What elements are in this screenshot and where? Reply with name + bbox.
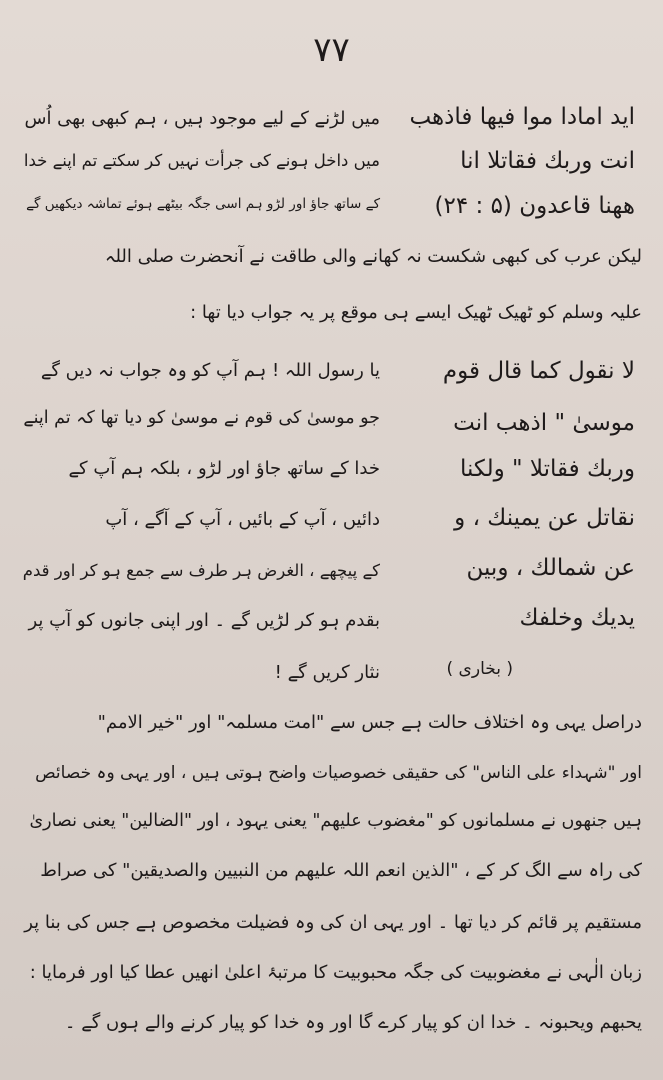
paragraph-line: کی راہ سے الگ کر کے ، "الذین انعم اللہ علیھم من النبیین والصدیقین" کی صراط bbox=[40, 860, 642, 881]
translation-line: جو موسیٰ کی قوم نے موسیٰ کو دیا تھا کہ تم اپنے bbox=[23, 408, 380, 428]
hadith-line: نقاتل عن یمینك ، و bbox=[454, 505, 635, 531]
verse-line: ھھنا قاعدون (۵ : ۲۴) bbox=[434, 193, 635, 219]
translation-line: میں لڑنے کے لیے موجود ہیں ، ہم کبھی بھی اُس bbox=[24, 108, 380, 129]
paragraph-line: علیہ وسلم کو ٹھیک ٹھیک ایسے ہی موقع پر یہ جواب دیا تھا : bbox=[190, 302, 642, 323]
hadith-line: وربك فقاتلا " ولکنا bbox=[459, 456, 635, 482]
translation-line: کے ساتھ جاؤ اور لڑو ہم اسی جگہ بیٹھے ہوئے تماشہ دیکھیں گے bbox=[26, 196, 380, 212]
translation-line: دائیں ، آپ کے بائیں ، آپ کے آگے ، آپ bbox=[105, 509, 380, 530]
page-number: ۷۷ bbox=[313, 30, 350, 70]
translation-line: میں داخل ہونے کی جرأت نہیں کر سکتے تم اپنے خدا bbox=[23, 151, 380, 170]
translation-line: بقدم ہو کر لڑیں گے ۔ اور اپنی جانوں کو آپ پر bbox=[28, 610, 380, 631]
paragraph-line: ہیں جنھوں نے مسلمانوں کو "مغضوب علیھم" یعنی یہود ، اور "الضالین" یعنی نصاریٰ bbox=[29, 811, 642, 831]
translation-line: کے پیچھے ، الغرض ہر طرف سے جمع ہو کر اور قدم bbox=[22, 561, 380, 580]
paragraph-line: لیکن عرب کی کبھی شکست نہ کھانے والی طاقت نے آنحضرت صلی اللہ bbox=[104, 246, 642, 267]
paragraph-line: اور "شہداء علی الناس" کی حقیقی خصوصیات واضح ہوتی ہیں ، اور یہی وہ خصائص bbox=[35, 763, 642, 783]
hadith-line: موسیٰ " اذھب انت bbox=[453, 410, 635, 436]
paragraph-line: مستقیم پر قائم کر دیا تھا ۔ اور یہی ان کی وہ فضیلت مخصوص ہے جس کی بنا پر bbox=[24, 912, 642, 933]
hadith-line: عن شمالك ، وبین bbox=[466, 555, 635, 581]
verse-line: اید امادا موا فیھا فاذھب bbox=[409, 104, 635, 130]
translation-line: یا رسول اللہ ! ہم آپ کو وہ جواب نہ دیں گے bbox=[40, 360, 380, 381]
paragraph-line: دراصل یہی وہ اختلاف حالت ہے جس سے "امت مسلمہ" اور "خیر الامم" bbox=[97, 712, 642, 733]
translation-line: خدا کے ساتھ جاؤ اور لڑو ، بلکہ ہم آپ کے bbox=[68, 458, 380, 479]
paragraph-line: زبان الٰہی نے مغضوبیت کی جگہ محبوبیت کا مرتبۂ اعلیٰ انھیں عطا کیا اور فرمایا : bbox=[29, 962, 642, 983]
verse-line: انت وربك فقاتلا انا bbox=[460, 148, 635, 174]
hadith-line: یدیك وخلفك bbox=[519, 605, 635, 631]
translation-line: نثار کریں گے ! bbox=[274, 662, 380, 683]
paragraph-line: یحبھم ویحبونہ ۔ خدا ان کو پیار کرے گا اور وہ خدا کو پیار کرنے والے ہوں گے ۔ bbox=[64, 1012, 642, 1033]
hadith-line: لا نقول کما قال قوم bbox=[442, 358, 635, 384]
hadith-reference: ( بخاری ) bbox=[446, 659, 513, 679]
